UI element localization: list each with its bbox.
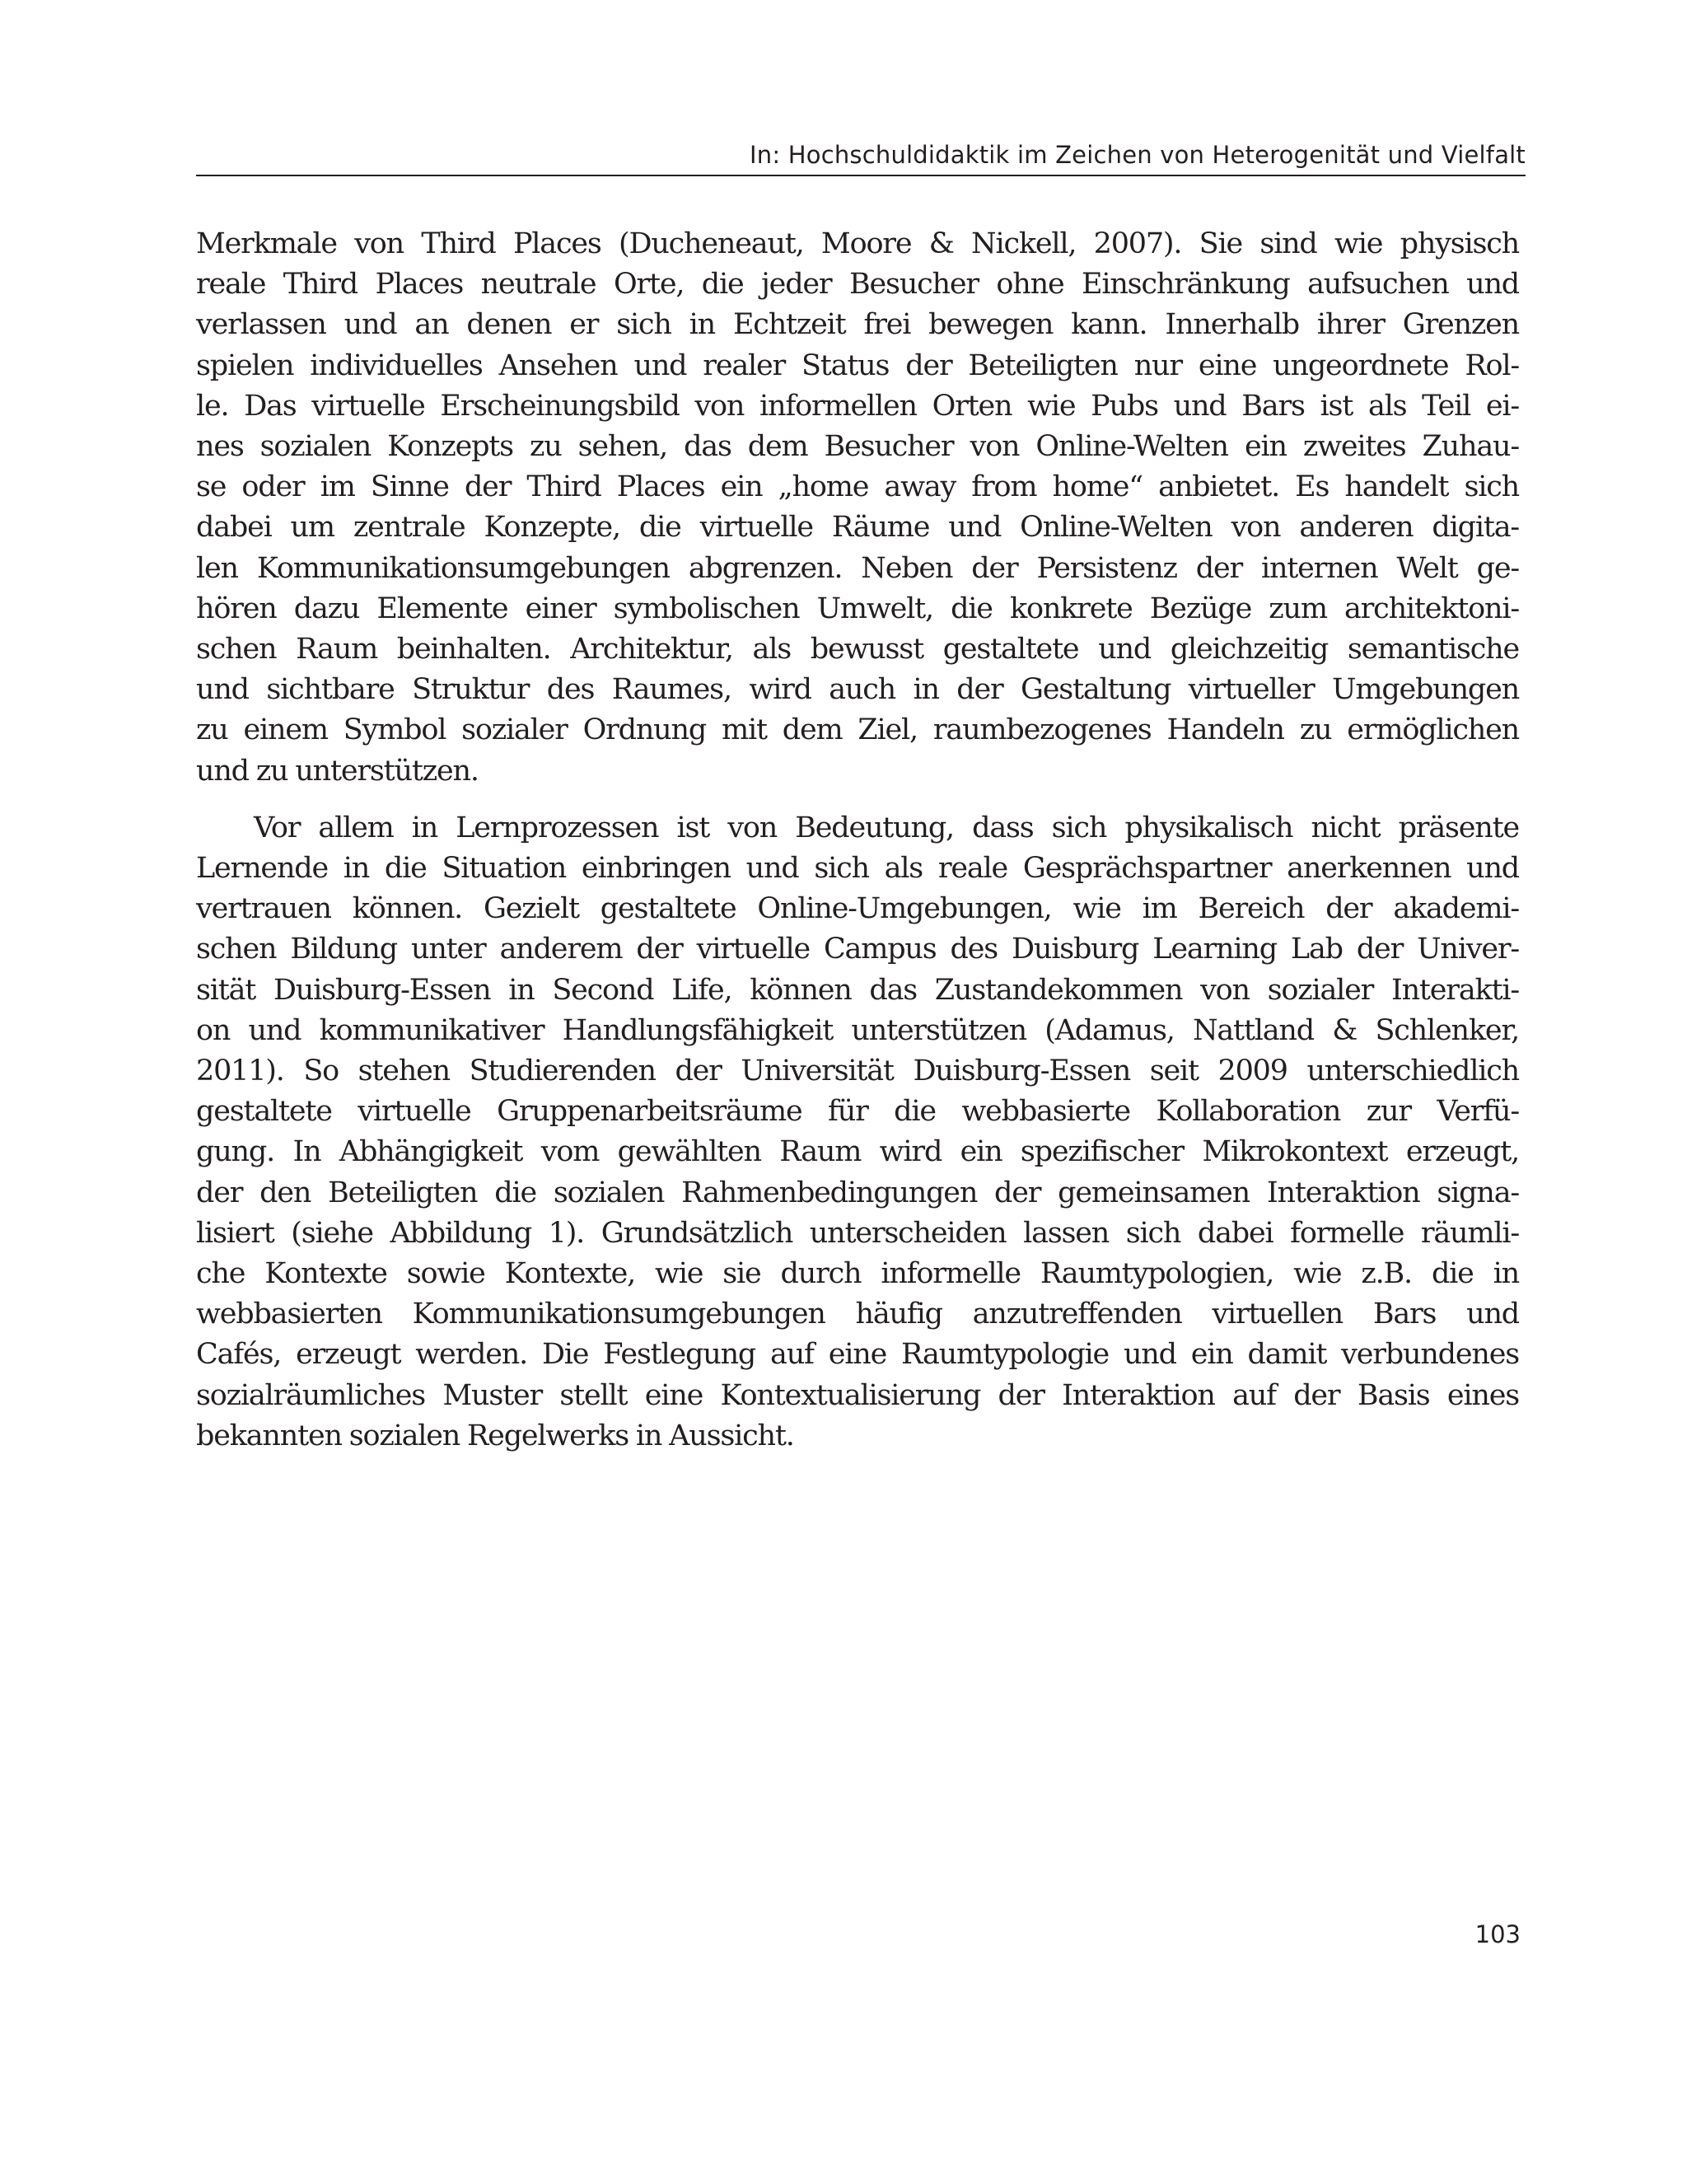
- text-line: zu einem Symbol sozialer Ordnung mit dem Ziel, raumbezogenes Handeln zu ermöglichen: [196, 713, 1519, 747]
- text-line: sität Duisburg-Essen in Second Life, können das Zustandekommen von sozialer Interakti-: [196, 973, 1519, 1007]
- text-line: der den Beteiligten die sozialen Rahmenbedingungen der gemeinsamen Interaktion signa-: [196, 1176, 1519, 1209]
- text-line: Lernende in die Situation einbringen und sich als reale Gesprächspartner anerkennen und: [196, 852, 1519, 886]
- header-rule: [196, 175, 1526, 176]
- text-line: verlassen und an denen er sich in Echtzeit frei bewegen kann. Innerhalb ihrer Grenzen: [196, 308, 1519, 342]
- text-line: reale Third Places neutrale Orte, die jeder Besucher ohne Einschränkung aufsuchen und: [196, 268, 1519, 302]
- text-line: lisiert (siehe Abbildung 1). Grundsätzlich unterscheiden lassen sich dabei formelle räumli-: [196, 1216, 1519, 1250]
- text-line: vertrauen können. Gezielt gestaltete Online-Umgebungen, wie im Bereich der akademi-: [196, 892, 1519, 926]
- paragraph-2: [196, 808, 1519, 1457]
- text-line: spielen individuelles Ansehen und realer Status der Beteiligten nur eine ungeordnete Rol-: [196, 348, 1519, 382]
- page-number: 103: [1474, 1920, 1521, 1948]
- text-line: 2011). So stehen Studierenden der Universität Duisburg-Essen seit 2009 unterschiedlich: [196, 1055, 1519, 1088]
- text-line: nes sozialen Konzepts zu sehen, das dem Besucher von Online-Welten ein zweites Zuhau-: [196, 430, 1519, 464]
- paragraph-gap: [196, 792, 1519, 808]
- text-line: sozialräumliches Muster stellt eine Kontextualisierung der Interaktion auf der Basis eines: [196, 1378, 1519, 1412]
- text-line: und sichtbare Struktur des Raumes, wird auch in der Gestaltung virtueller Umgebungen: [196, 673, 1519, 707]
- text-line: schen Bildung unter anderem der virtuelle Campus des Duisburg Learning Lab der Univer-: [196, 933, 1519, 966]
- text-line: bekannten sozialen Regelwerks in Aussicht.: [196, 1419, 794, 1452]
- text-line: on und kommunikativer Handlungsfähigkeit unterstützen (Adamus, Nattland & Schlenker,: [196, 1013, 1519, 1047]
- text-line: Merkmale von Third Places (Ducheneaut, Moore & Nickell, 2007). Sie sind wie physisch: [196, 227, 1519, 260]
- text-line: gung. In Abhängigkeit vom gewählten Raum wird ein spezifischer Mikrokontext erzeugt,: [196, 1135, 1519, 1169]
- text-line: gestaltete virtuelle Gruppenarbeitsräume für die webbasierte Kollaboration zur Verfü-: [196, 1095, 1519, 1129]
- text-line: len Kommunikationsumgebungen abgrenzen. Neben der Persistenz der internen Welt ge-: [196, 551, 1519, 585]
- text-line: hören dazu Elemente einer symbolischen Umwelt, die konkrete Bezüge zum architektoni-: [196, 592, 1519, 625]
- text-line: che Kontexte sowie Kontexte, wie sie durch informelle Raumtypologien, wie z.B. die in: [196, 1257, 1519, 1291]
- text-line: Vor allem in Lernprozessen ist von Bedeutung, dass sich physikalisch nicht präsente: [254, 811, 1519, 844]
- text-line: se oder im Sinne der Third Places ein „home away from home“ anbietet. Es handelt sich: [196, 470, 1519, 504]
- body-text: [196, 224, 1519, 1457]
- paragraph-1: [196, 224, 1519, 792]
- text-line: webbasierten Kommunikationsumgebungen häufig anzutreffenden virtuellen Bars und: [196, 1298, 1519, 1331]
- text-line: schen Raum beinhalten. Architektur, als bewusst gestaltete und gleichzeitig semantische: [196, 633, 1519, 666]
- text-line: Cafés, erzeugt werden. Die Festlegung auf eine Raumtypologie und ein damit verbundenes: [196, 1338, 1519, 1372]
- text-line: le. Das virtuelle Erscheinungsbild von informellen Orten wie Pubs und Bars ist als Teil ei-: [196, 389, 1519, 423]
- running-header: In: Hochschuldidaktik im Zeichen von Heterogenität und Vielfalt: [750, 141, 1526, 169]
- text-line: dabei um zentrale Konzepte, die virtuelle Räume und Online-Welten von anderen digita-: [196, 511, 1519, 545]
- text-line: und zu unterstützen.: [196, 754, 479, 788]
